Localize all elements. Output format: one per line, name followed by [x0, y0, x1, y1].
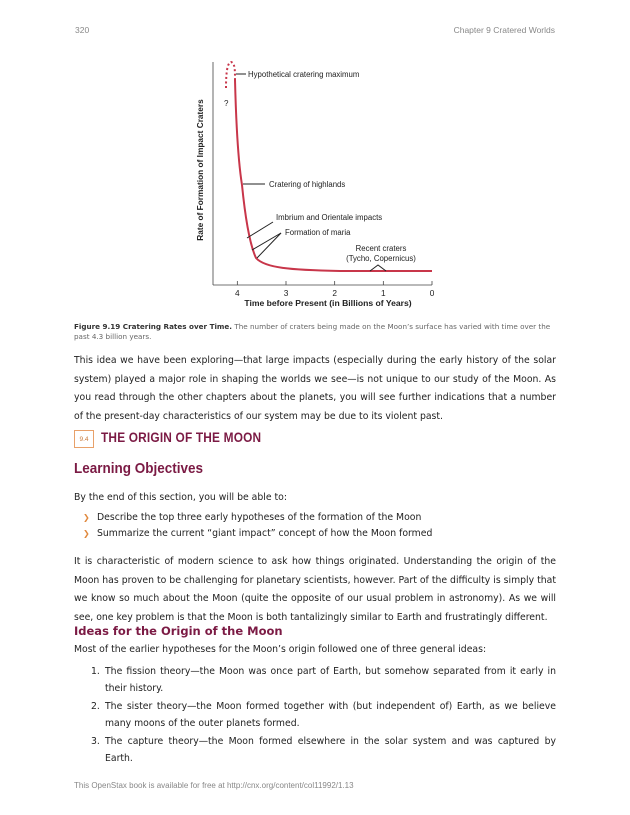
leader-imbrium — [247, 222, 273, 238]
figure-caption-text: The number of craters being made on the Moon’s surface has varied with time over the past 4.3 billion years. — [74, 322, 551, 341]
objective-item: ❯ Summarize the current “giant impact” concept of how the Moon formed — [83, 528, 433, 539]
y-axis-label: Rate of Formation of Impact Craters — [195, 99, 205, 241]
annotation-highlands: Cratering of highlands — [269, 180, 346, 189]
chevron-right-icon: ❯ — [83, 513, 90, 522]
list-item: 2. The sister theory—the Moon formed together with (but independent of) Earth, as we believe many moons of the outer planets formed. — [91, 701, 556, 729]
x-tick-label: 1 — [381, 288, 386, 298]
page-number: 320 — [75, 25, 90, 35]
x-ticks — [235, 281, 435, 298]
list-item: 3. The capture theory—the Moon formed elsewhere in the solar system and was captured by Earth. — [91, 736, 556, 764]
section-number-badge: 9.4 — [74, 430, 94, 448]
annotation-tycho-copernicus: (Tycho, Copernicus) — [346, 254, 416, 263]
list-item: 1. The fission theory—the Moon was once part of Earth, but somehow separated from it early in their history. — [91, 666, 556, 694]
learning-objectives-lead: By the end of this section, you will be able to: — [74, 492, 287, 503]
intro-paragraph: This idea we have been exploring—that large impacts (especially during the early history of the solar system) played a major role in shaping the worlds we see—is not unique to our study of the Moon. As you read through the other chapters about the planets, you will see further indications that a number of the present-day characteristics of our system may be due to its violent past. — [74, 355, 556, 422]
annotation-maria: Formation of maria — [285, 228, 351, 237]
subsection-title: Ideas for the Origin of the Moon — [74, 624, 283, 638]
body-paragraph: It is characteristic of modern science to ask how things originated. Understanding the origin of the Moon has proven to be challenging for planetary scientists, however. Part of the difficulty is simply that we know so much about the Moon (quite the opposite of our usual problem in astronomy). As we will see, one key problem is that the Moon is both tantalizingly similar to Earth and frustratingly different. — [74, 556, 556, 623]
x-axis-label: Time before Present (in Billions of Years) — [244, 298, 412, 308]
x-tick-label: 4 — [235, 288, 240, 298]
x-tick-label: 2 — [332, 288, 337, 298]
cratering-rate-chart — [0, 0, 630, 320]
annotation-hypothetical-max: Hypothetical cratering maximum — [248, 70, 360, 79]
chevron-right-icon: ❯ — [83, 529, 90, 538]
subsection-lead: Most of the earlier hypotheses for the Moon’s origin followed one of three general ideas: — [74, 644, 487, 655]
x-tick-label: 0 — [429, 288, 435, 298]
annotation-imbrium: Imbrium and Orientale impacts — [276, 213, 383, 222]
figure-caption — [74, 322, 559, 342]
x-tick-label: 3 — [283, 288, 289, 298]
question-mark: ? — [224, 99, 229, 108]
section-title: THE ORIGIN OF THE MOON — [101, 430, 262, 445]
annotation-recent-craters: Recent craters — [355, 244, 407, 253]
chapter-header: Chapter 9 Cratered Worlds — [453, 25, 555, 35]
learning-objectives-title: Learning Objectives — [74, 460, 204, 477]
footer-note: This OpenStax book is available for free at http://cnx.org/content/col11992/1.13 — [74, 781, 354, 790]
figure-caption-label: Figure 9.19 Cratering Rates over Time. — [74, 322, 233, 331]
objective-item: ❯ Describe the top three early hypotheses of the formation of the Moon — [83, 512, 422, 523]
hypothetical-peak-curve — [226, 62, 235, 88]
